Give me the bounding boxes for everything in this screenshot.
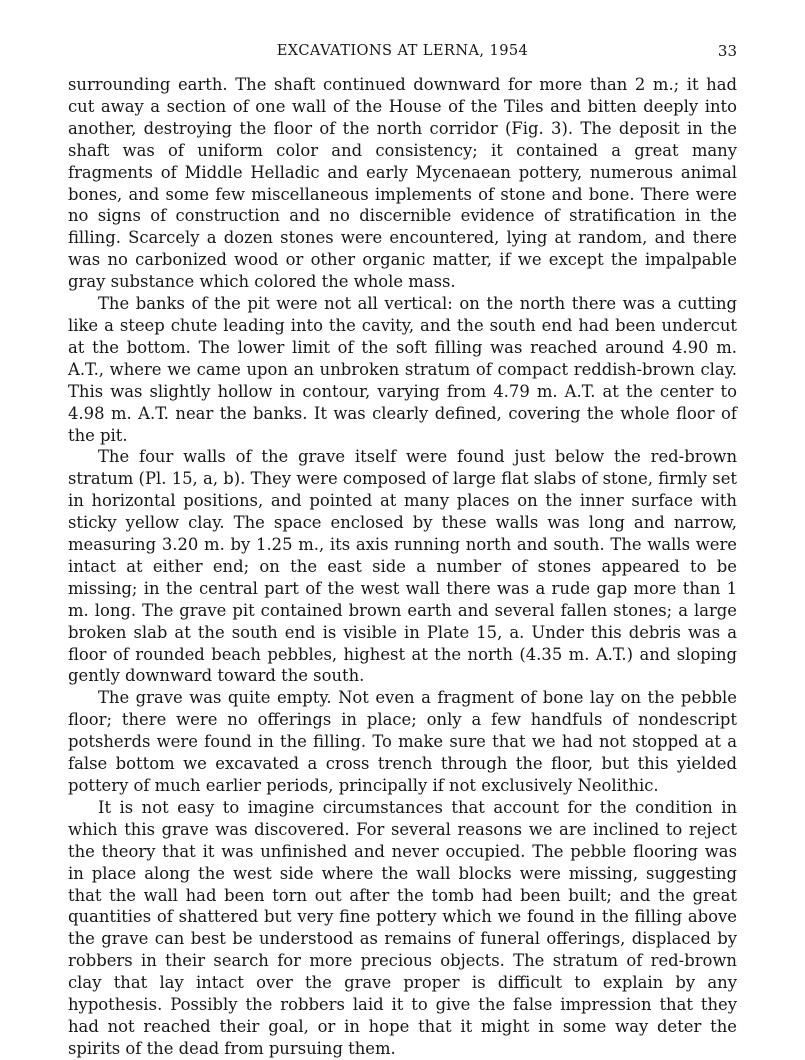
paragraph-shaft-deposit: surrounding earth. The shaft continued downward for more than 2 m.; it had cut away a section of one wall of the House of the Tiles and bitten deeply into another, destroying the floor of the north corridor (Fig. 3). The deposit in the shaft was of uniform color and consistency; it contained a great many fragments of Middle Helladic and early Mycenaean pottery, numerous animal bones, and some few miscellaneous implements of stone and bone. There were no signs of construction and no discernible evidence of stratification in the filling. Scarcely a dozen stones were encountered, lying at random, and there was no carbonized wood or other organic matter, if we except the impalpable gray substance which colored the whole mass. [68, 75, 737, 292]
paragraph-grave-walls: The four walls of the grave itself were found just below the red-brown stratum (Pl. 15, a, b). They were composed of large flat slabs of stone, firmly set in horizontal positions, and pointed at many places on the inner surface with sticky yellow clay. The space enclosed by these walls was long and narrow, measuring 3.20 m. by 1.25 m., its axis running north and south. The walls were intact at either end; on the east side a number of stones appeared to be missing; in the central part of the west wall there was a rude gap more than 1 m. long. The grave pit contained brown earth and several fallen stones; a large broken slab at the south end is visible in Plate 15, a. Under this debris was a floor of rounded beach pebbles, highest at the north (4.35 m. A.T.) and sloping gently downward toward the south. [68, 447, 737, 686]
paragraph-interpretation: It is not easy to imagine circumstances that account for the condition in which this grave was discovered. For several reasons we are inclined to reject the theory that it was unfinished and never occupied. The pebble flooring was in place along the west side where the wall blocks were missing, suggesting that the wall had been torn out after the tomb had been built; and the great quantities of shattered but very fine pottery which we found in the filling above the grave can best be understood as remains of funeral offerings, displaced by robbers in their search for more precious objects. The stratum of red-brown clay that lay intact over the grave proper is difficult to explain by any hypothesis. Possibly the robbers laid it to give the false impression that they had not reached their goal, or in hope that it might in some way deter the spirits of the dead from pursuing them. [68, 797, 737, 1058]
running-title: EXCAVATIONS AT LERNA, 1954 [276, 42, 529, 59]
running-header [68, 42, 737, 66]
body-text [68, 74, 737, 1060]
paragraph-grave-empty: The grave was quite empty. Not even a fragment of bone lay on the pebble floor; there were no offerings in place; only a few handfuls of nondescript potsherds were found in the filling. To make sure that we had not stopped at a false bottom we excavated a cross trench through the floor, but this yielded pottery of much earlier periods, principally if not exclusively Neolithic. [68, 688, 737, 795]
paragraph-pit-banks: The banks of the pit were not all vertical: on the north there was a cutting like a steep chute leading into the cavity, and the south end had been undercut at the bottom. The lower limit of the soft filling was reached around 4.90 m. A.T., where we came upon an unbroken stratum of compact reddish-brown clay. This was slightly hollow in contour, varying from 4.79 m. A.T. at the center to 4.98 m. A.T. near the banks. It was clearly defined, covering the whole floor of the pit. [68, 294, 737, 445]
page-number: 33 [717, 42, 737, 60]
